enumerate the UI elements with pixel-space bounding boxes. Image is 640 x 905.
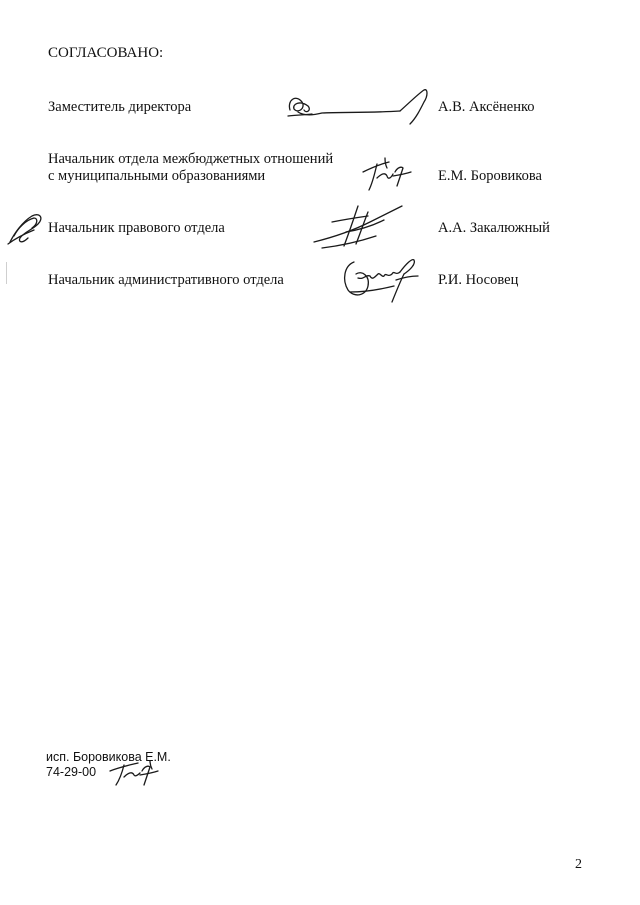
executor-phone: 74-29-00	[46, 765, 97, 779]
signature-icon	[355, 150, 415, 195]
signature-icon	[282, 82, 432, 127]
approval-heading: СОГЛАСОВАНО:	[48, 45, 164, 61]
approver-title-2-line-2: с муниципальными образованиями	[48, 168, 266, 184]
page-number: 2	[575, 857, 582, 872]
approver-title-2-line-1: Начальник отдела межбюджетных отношений	[48, 151, 334, 167]
approver-name-1: А.В. Аксёненко	[438, 99, 535, 115]
approver-title-4: Начальник административного отдела	[48, 272, 284, 288]
signature-icon	[4, 208, 48, 248]
approver-name-2: Е.М. Боровикова	[438, 168, 542, 184]
signature-icon	[310, 202, 410, 254]
signature-icon	[106, 757, 162, 789]
approver-title-1: Заместитель директора	[48, 99, 192, 115]
signature-icon	[338, 250, 428, 310]
approver-name-3: А.А. Закалюжный	[438, 220, 550, 236]
approver-title-3: Начальник правового отдела	[48, 220, 225, 236]
approver-name-4: Р.И. Носовец	[438, 272, 519, 288]
executor-label: исп. Боровикова Е.М.	[46, 750, 171, 764]
scan-edge-mark	[6, 262, 7, 284]
